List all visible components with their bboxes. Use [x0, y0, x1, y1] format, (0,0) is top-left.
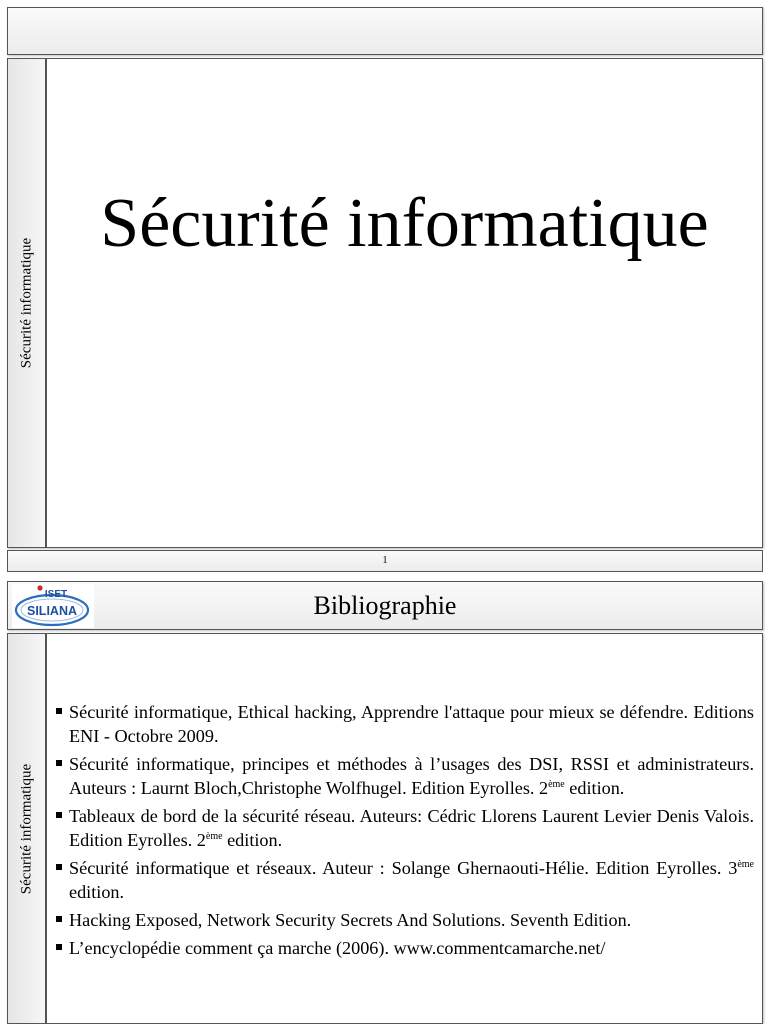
slide1-content — [46, 58, 763, 548]
slide2-side-label: Sécurité informatique — [18, 763, 34, 894]
logo-main-text: SILIANA — [27, 604, 77, 618]
bibliography-item: Sécurité informatique, Ethical hacking, Apprendre l'attaque pour mieux se défendre. Editions ENI - Octobre 2009. — [54, 700, 754, 748]
bibliography-item: Sécurité informatique, principes et méthodes à l’usages des DSI, RSSI et administrateurs. Auteurs : Laurnt Bloch,Christophe Wolfhugel. Edition Eyrolles. 2ème edition. — [54, 752, 754, 800]
bibliography-item: Hacking Exposed, Network Security Secrets And Solutions. Seventh Edition. — [54, 908, 754, 932]
bibliography-item: L’encyclopédie comment ça marche (2006). www.commentcamarche.net/ — [54, 936, 754, 960]
logo-top-text: ISET — [44, 589, 68, 600]
slide2-content — [46, 633, 763, 1024]
page-number: 1 — [382, 555, 388, 566]
slide1-title: Sécurité informatique — [100, 185, 709, 262]
slide1-side-label: Sécurité informatique — [18, 237, 34, 369]
bibliography-list — [54, 700, 754, 964]
slide1-header-bar — [7, 7, 763, 55]
slide2-header-bar — [7, 581, 763, 630]
slide2-side-bar — [7, 633, 46, 1024]
section-title: Bibliographie — [313, 591, 457, 620]
bibliography-item: Sécurité informatique et réseaux. Auteur : Solange Ghernaouti-Hélie. Edition Eyrolles. 3ème edition. — [54, 856, 754, 904]
slide1-side-bar — [7, 58, 46, 548]
slide1-footer — [7, 550, 763, 572]
bibliography-item: Tableaux de bord de la sécurité réseau. Auteurs: Cédric Llorens Laurent Levier Denis Valois. Edition Eyrolles. 2ème edition. — [54, 804, 754, 852]
